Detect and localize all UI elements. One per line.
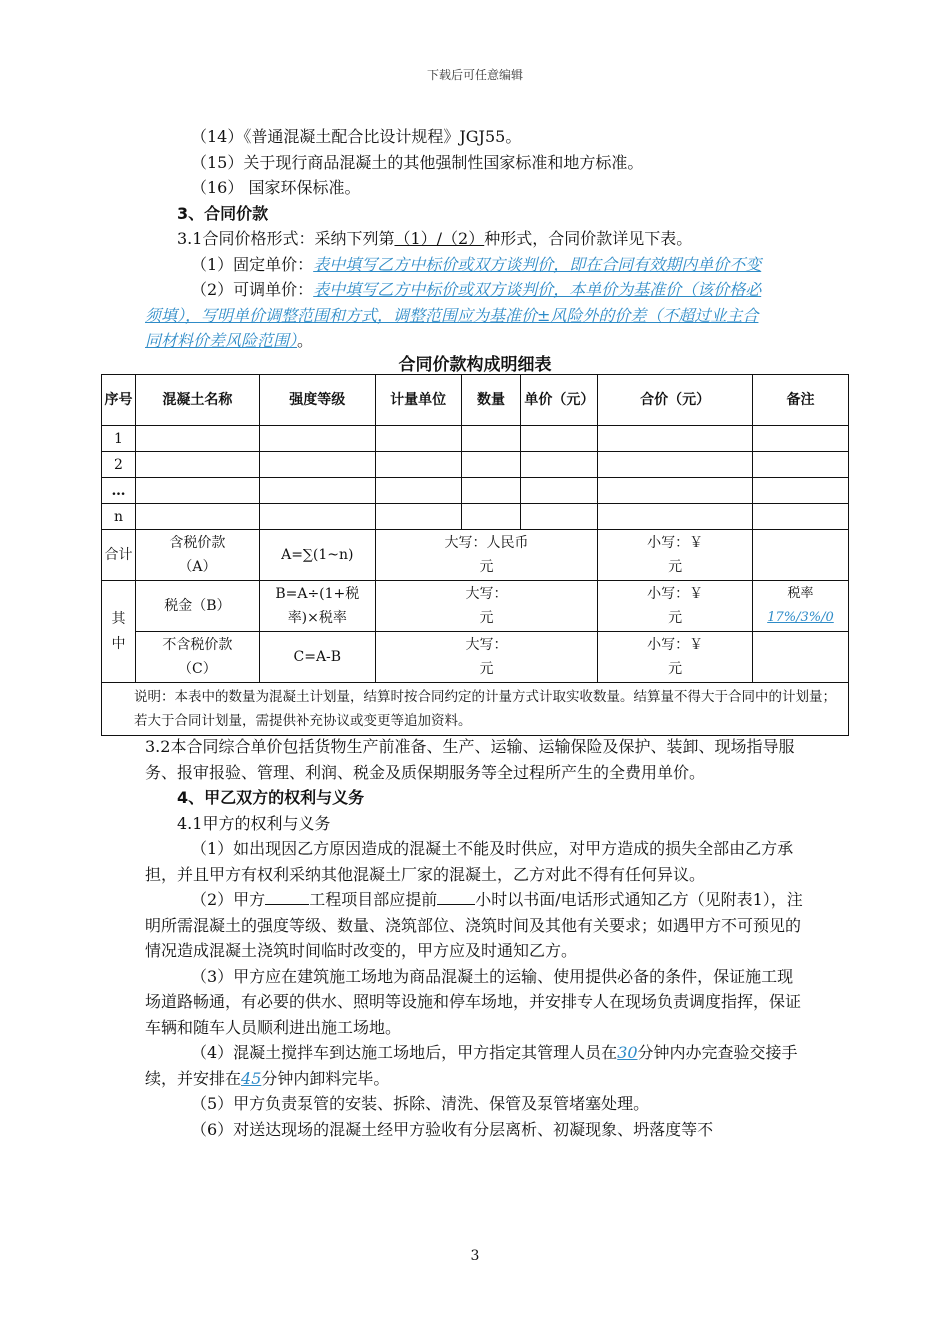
table-explanation	[102, 683, 849, 736]
minutes-2: 45	[241, 1068, 262, 1088]
item-5: （5）甲方负责泵管的安装、拆除、清洗、保管及泵管堵塞处理。	[191, 1094, 650, 1113]
cell	[259, 452, 375, 478]
clause-3-2-text: 3.2本合同综合单价包括货物生产前准备、生产、运输、运输保险及保护、装卸、现场指导服务、报审报验、管理、利润、税金及质保期服务等全过程所产生的全费用单价。	[145, 737, 795, 782]
cell	[375, 452, 461, 478]
cell	[461, 504, 521, 530]
b-small-yuan: 元	[668, 610, 683, 626]
b-formula: B=A÷(1+税率)×税率	[259, 581, 375, 632]
c-small-yuan: 元	[668, 661, 683, 677]
th-name: 混凝土名称	[135, 375, 259, 426]
document-body-2	[145, 734, 805, 1142]
adjustable-price-line	[145, 277, 805, 303]
section-3-title: 3、合同价款	[177, 203, 269, 223]
fixed-price-label: （1）固定单价：	[191, 254, 314, 274]
c-big: 大写：	[465, 637, 508, 653]
project-blank	[265, 888, 309, 905]
pretax-row-c	[102, 632, 849, 683]
cell	[259, 504, 375, 530]
item-2-c: 小时以书面/电话形式通知乙方（见附表1），注明所需混凝土的强度等级、数量、浇筑部位、浇筑时间及其他有关要求；如遇甲方不可预见的情况造成混凝土浇筑时间临时改变的，甲方应及时通知乙方。	[145, 890, 803, 960]
cell	[752, 452, 848, 478]
ref-16: （16） 国家环保标准。	[191, 178, 361, 197]
a-small-yuan: 元	[668, 559, 683, 575]
th-unit: 计量单位	[375, 375, 461, 426]
th-price: 单价（元）	[521, 375, 598, 426]
b-label: 税金（B）	[135, 581, 259, 632]
item-4-c: 分钟内卸料完毕。	[261, 1068, 390, 1088]
c-label: 不含税价款（C）	[135, 632, 259, 683]
b-big-yuan: 元	[479, 610, 494, 626]
cell	[461, 478, 521, 504]
cell	[752, 504, 848, 530]
document-body	[145, 124, 805, 354]
sub-label: 其中	[102, 581, 136, 683]
item-4-a: （4）混凝土搅拌车到达施工场地后，甲方指定其管理人员在	[191, 1043, 618, 1062]
th-qty: 数量	[461, 375, 521, 426]
cell	[521, 504, 598, 530]
th-grade: 强度等级	[259, 375, 375, 426]
price-table	[101, 374, 849, 736]
item-1: （1）如出现因乙方原因造成的混凝土不能及时供应，对甲方造成的损失全部由乙方承担，并且甲方有权利采纳其他混凝土厂家的混凝土，乙方对此不得有任何异议。	[145, 839, 794, 884]
cell	[135, 478, 259, 504]
c-big-cell	[375, 632, 598, 683]
table-explanation-text: 说明：本表中的数量为混凝土计划量，结算时按合同约定的计量方式计取实收数量。结算量不得大于合同中的计划量；若大于合同计划量，需提供补充协议或变更等追加资料。	[134, 689, 836, 729]
a-small: 小写：￥	[647, 535, 704, 551]
clause-4-1: 4.1甲方的权利与义务	[177, 813, 331, 833]
adjustable-price-end: 。	[297, 331, 314, 350]
c-big-yuan: 元	[479, 661, 494, 677]
clause-3-1	[145, 226, 805, 252]
cell	[259, 478, 375, 504]
fixed-price-note: 表中填写乙方中标价或双方谈判价，即在合同有效期内单价不变	[313, 254, 762, 274]
row-seq: 2	[102, 452, 136, 478]
item-2-a: （2）甲方	[191, 890, 266, 909]
clause-3-1-text: 3.1合同价格形式：采纳下列第	[177, 229, 395, 248]
c-remark	[752, 632, 848, 683]
clause-3-1-tail: 种形式，合同价款详见下表。	[484, 229, 693, 248]
cell	[598, 426, 753, 452]
clause-3-2	[145, 734, 805, 785]
b-big: 大写：	[465, 586, 508, 602]
hours-blank	[437, 888, 475, 905]
cell	[375, 478, 461, 504]
cell	[521, 478, 598, 504]
adjustable-price-label: （2）可调单价：	[191, 280, 314, 299]
item-6: （6）对送达现场的混凝土经甲方验收有分层离析、初凝现象、坍落度等不	[191, 1119, 714, 1139]
item-4	[145, 1040, 805, 1091]
a-remark	[752, 530, 848, 581]
table-row	[102, 452, 849, 478]
a-label: 含税价款（A）	[135, 530, 259, 581]
cell	[598, 504, 753, 530]
cell	[375, 426, 461, 452]
cell	[598, 452, 753, 478]
c-small: 小写：￥	[647, 637, 704, 653]
item-2	[145, 887, 805, 964]
adjustable-price-note-2: 须填），写明单价调整范围和方式，调整范围应为基准价±风险外的价差（不超过业主合	[145, 305, 759, 325]
a-big-yuan: 元	[479, 559, 494, 575]
section-4-title: 4、甲乙双方的权利与义务	[177, 788, 365, 807]
b-small-cell	[598, 581, 753, 632]
tax-rate-cell	[752, 581, 848, 632]
adjustable-price-note-1: 表中填写乙方中标价或双方谈判价，本单价为基准价（该价格必	[313, 280, 762, 299]
adjustable-price-line-2	[145, 303, 805, 329]
c-formula: C=A-B	[259, 632, 375, 683]
fixed-price-line	[145, 252, 805, 278]
row-seq: 1	[102, 426, 136, 452]
page-number: 3	[470, 1248, 480, 1264]
tax-rate-label: 税率	[787, 586, 814, 601]
cell	[135, 504, 259, 530]
item-4-b: 分钟内办完查验交接手续，并安排在	[145, 1043, 798, 1088]
cell	[461, 426, 521, 452]
explain-row	[102, 683, 849, 736]
item-2-b: 工程项目部应提前	[309, 890, 438, 909]
total-row-a	[102, 530, 849, 581]
th-remark: 备注	[752, 375, 848, 426]
ref-15: （15）关于现行商品混凝土的其他强制性国家标准和地方标准。	[191, 152, 644, 172]
th-total: 合价（元）	[598, 375, 753, 426]
adjustable-price-note-3: 同材料价差风险范围）	[145, 331, 298, 350]
th-seq: 序号	[102, 375, 136, 426]
item-3: （3）甲方应在建筑施工场地为商品混凝土的运输、使用提供必备的条件，保证施工现场道路畅通，有必要的供水、照明等设施和停车场地，并安排专人在现场负责调度指挥，保证车辆和随车人员顺利进出施工场地。	[145, 966, 802, 1037]
a-formula: A=∑(1~n)	[259, 530, 375, 581]
cell	[752, 426, 848, 452]
a-big: 大写：人民币	[444, 535, 529, 551]
table-row	[102, 478, 849, 504]
cell	[135, 426, 259, 452]
price-form-choice: （1）/（2）	[394, 229, 485, 248]
cell	[521, 426, 598, 452]
table-header-row	[102, 375, 849, 426]
b-big-cell	[375, 581, 598, 632]
row-seq: n	[102, 504, 136, 530]
c-small-cell	[598, 632, 753, 683]
cell	[135, 452, 259, 478]
page-header: 下载后可任意编辑	[426, 68, 523, 82]
table-title: 合同价款构成明细表	[398, 355, 552, 375]
row-seq: …	[102, 478, 136, 504]
cell	[375, 504, 461, 530]
a-big-cell	[375, 530, 598, 581]
sum-label: 合计	[102, 530, 136, 581]
cell	[752, 478, 848, 504]
table-row	[102, 504, 849, 530]
tax-row-b	[102, 581, 849, 632]
b-small: 小写：￥	[647, 586, 704, 602]
minutes-1: 30	[617, 1043, 638, 1062]
ref-14: （14）《普通混凝土配合比设计规程》JGJ55。	[191, 127, 522, 146]
cell	[259, 426, 375, 452]
cell	[598, 478, 753, 504]
a-small-cell	[598, 530, 753, 581]
table-row	[102, 426, 849, 452]
cell	[461, 452, 521, 478]
cell	[521, 452, 598, 478]
tax-rate-value: 17%/3%/0	[767, 610, 834, 625]
